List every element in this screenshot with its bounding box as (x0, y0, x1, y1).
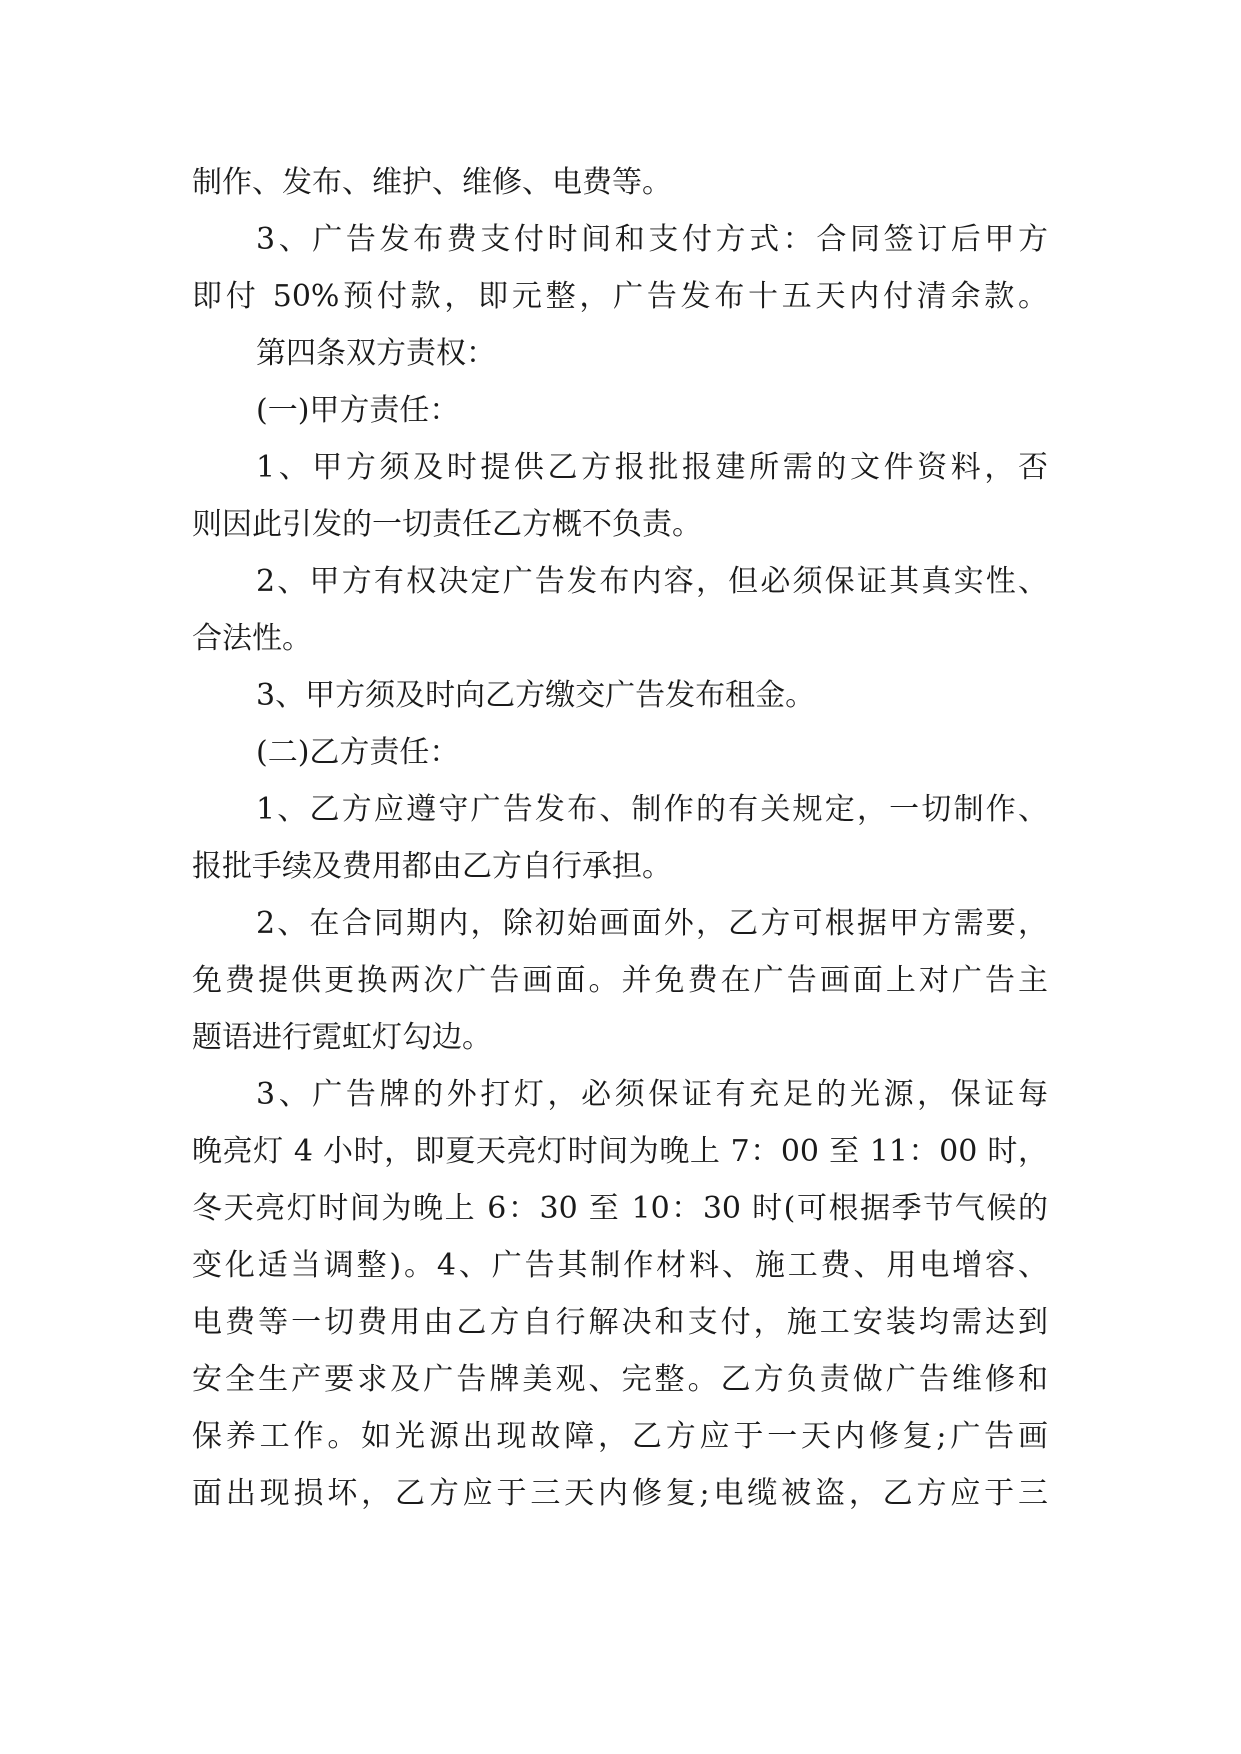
text-line: 免费提供更换两次广告画面。并免费在广告画面上对广告主 (192, 963, 1048, 998)
text-line: 报批手续及费用都由乙方自行承担。 (192, 849, 672, 884)
text-line: 题语进行霓虹灯勾边。 (192, 1020, 492, 1055)
text-line: 保养工作。如光源出现故障，乙方应于一天内修复;广告画 (192, 1419, 1048, 1454)
text-line: 1、乙方应遵守广告发布、制作的有关规定，一切制作、 (256, 792, 1048, 827)
text-line: 3、广告牌的外打灯，必须保证有充足的光源，保证每 (256, 1077, 1048, 1112)
text-line: 2、在合同期内，除初始画面外，乙方可根据甲方需要， (256, 906, 1048, 941)
text-line: 第四条双方责权： (256, 336, 496, 371)
text-line: 变化适当调整)。4、广告其制作材料、施工费、用电增容、 (192, 1248, 1048, 1283)
text-line: 则因此引发的一切责任乙方概不负责。 (192, 507, 702, 542)
text-line: 冬天亮灯时间为晚上 6：30 至 10：30 时(可根据季节气候的 (192, 1191, 1048, 1226)
text-line: 3、广告发布费支付时间和支付方式：合同签订后甲方 (256, 222, 1048, 257)
text-line: (二)乙方责任： (256, 735, 460, 770)
text-line: (一)甲方责任： (256, 393, 460, 428)
text-line: 3、甲方须及时向乙方缴交广告发布租金。 (256, 678, 816, 713)
text-line: 安全生产要求及广告牌美观、完整。乙方负责做广告维修和 (192, 1362, 1048, 1397)
text-line: 晚亮灯 4 小时，即夏天亮灯时间为晚上 7：00 至 11：00 时， (192, 1134, 1048, 1169)
text-line: 制作、发布、维护、维修、电费等。 (192, 165, 672, 200)
text-line: 1、甲方须及时提供乙方报批报建所需的文件资料，否 (256, 450, 1048, 485)
text-line: 电费等一切费用由乙方自行解决和支付，施工安装均需达到 (192, 1305, 1048, 1340)
text-line: 2、甲方有权决定广告发布内容，但必须保证其真实性、 (256, 564, 1048, 599)
text-line: 面出现损坏，乙方应于三天内修复;电缆被盗，乙方应于三 (192, 1476, 1048, 1511)
text-line: 合法性。 (192, 621, 312, 656)
text-line: 即付 50%预付款，即元整，广告发布十五天内付清余款。 (192, 279, 1048, 314)
